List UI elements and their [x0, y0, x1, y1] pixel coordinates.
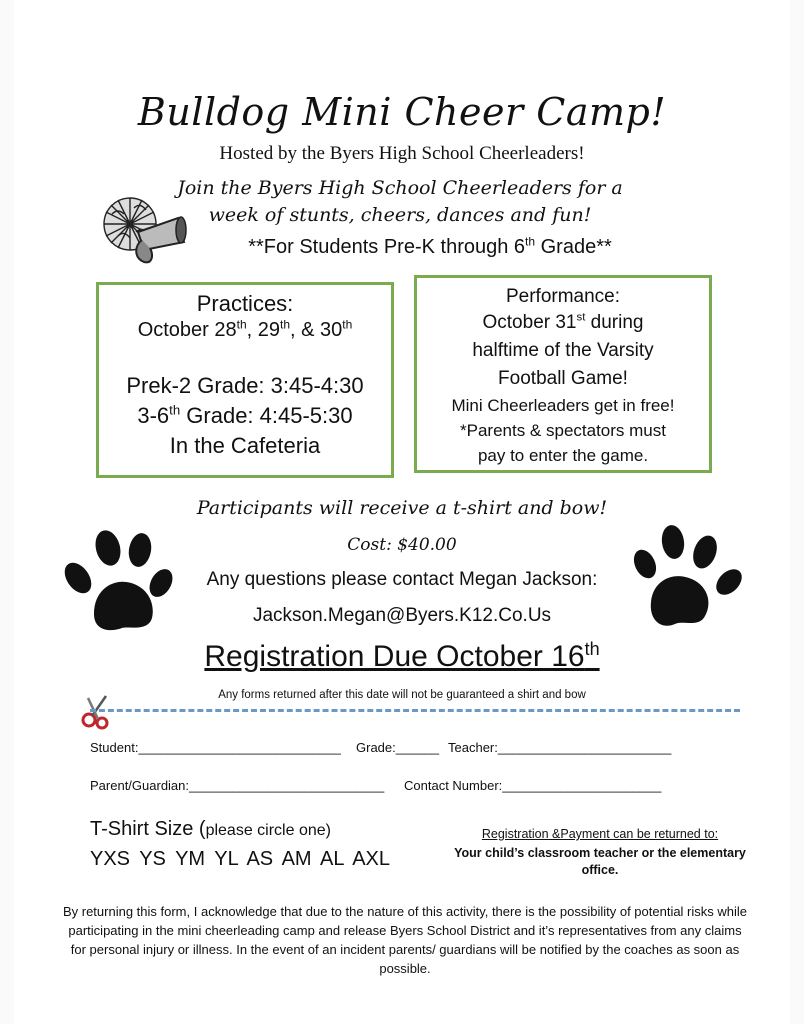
performance-line-2: halftime of the Varsity — [472, 340, 654, 361]
registration-note: Any forms returned after this date will not be guaranteed a shirt and bow — [218, 689, 586, 701]
cut-line — [90, 709, 740, 712]
grades-line: **For Students Pre-K through 6th Grade** — [248, 234, 612, 258]
performance-heading: Performance: — [505, 286, 621, 307]
return-heading: Registration &Payment can be returned to: — [481, 827, 719, 841]
contact-number-field[interactable]: Contact Number:______________________ — [404, 778, 662, 793]
performance-date: October 31st during — [482, 311, 644, 333]
tshirt-size-label: T-Shirt Size (please circle one) — [90, 818, 331, 840]
questions-text: Any questions please contact Megan Jackson: — [206, 569, 598, 590]
join-text — [150, 175, 650, 229]
student-field[interactable]: Student:____________________________ — [90, 740, 341, 755]
grade-field[interactable]: Grade:______ — [356, 740, 440, 755]
join-line-1: Join the Byers High School Cheerleaders for a — [177, 177, 623, 199]
return-body: Your child’s classroom teacher or the elementary office. — [454, 846, 746, 877]
teacher-field[interactable]: Teacher:________________________ — [448, 740, 672, 755]
performance-line-4: Mini Cheerleaders get in free! — [451, 396, 675, 415]
performance-line-3: Football Game! — [498, 368, 628, 389]
contact-email: Jackson.Megan@Byers.K12.Co.Us — [252, 605, 552, 626]
join-line-2: week of stunts, cheers, dances and fun! — [208, 204, 592, 226]
practices-box — [96, 282, 394, 478]
page-title: Bulldog Mini Cheer Camp! — [137, 90, 667, 134]
tshirt-size-options[interactable]: YXS YS YM YL AS AM AL AXL — [90, 848, 391, 870]
practices-dates: October 28th, 29th, & 30th — [137, 317, 353, 341]
registration-due: Registration Due October 16th — [204, 639, 600, 673]
performance-line-6: pay to enter the game. — [477, 446, 649, 465]
disclaimer-text: By returning this form, I acknowledge that due to the nature of this activity, there is the possibility of potential risks while participating in the mini cheerleading camp and release Byers School District and it’s representatives from any claims for personal injury or illness. In the event of an incident parents/ guardians will be notified by the coaches as soon as possible. — [62, 904, 748, 976]
practice-location: In the Cafeteria — [169, 433, 321, 458]
hosted-by: Hosted by the Byers High School Cheerleaders! — [219, 143, 585, 164]
parent-guardian-field[interactable]: Parent/Guardian:___________________________ — [90, 778, 385, 793]
practices-heading: Practices: — [196, 291, 294, 316]
performance-box — [414, 275, 712, 473]
practice-grade36-time: 3-6th Grade: 4:45-5:30 — [137, 402, 353, 428]
practice-prek-time: Prek-2 Grade: 3:45-4:30 — [126, 373, 364, 398]
performance-line-5: *Parents & spectators must — [460, 421, 666, 440]
participants-text: Participants will receive a t-shirt and bow! — [196, 497, 608, 519]
cost-text: Cost: $40.00 — [347, 535, 457, 555]
